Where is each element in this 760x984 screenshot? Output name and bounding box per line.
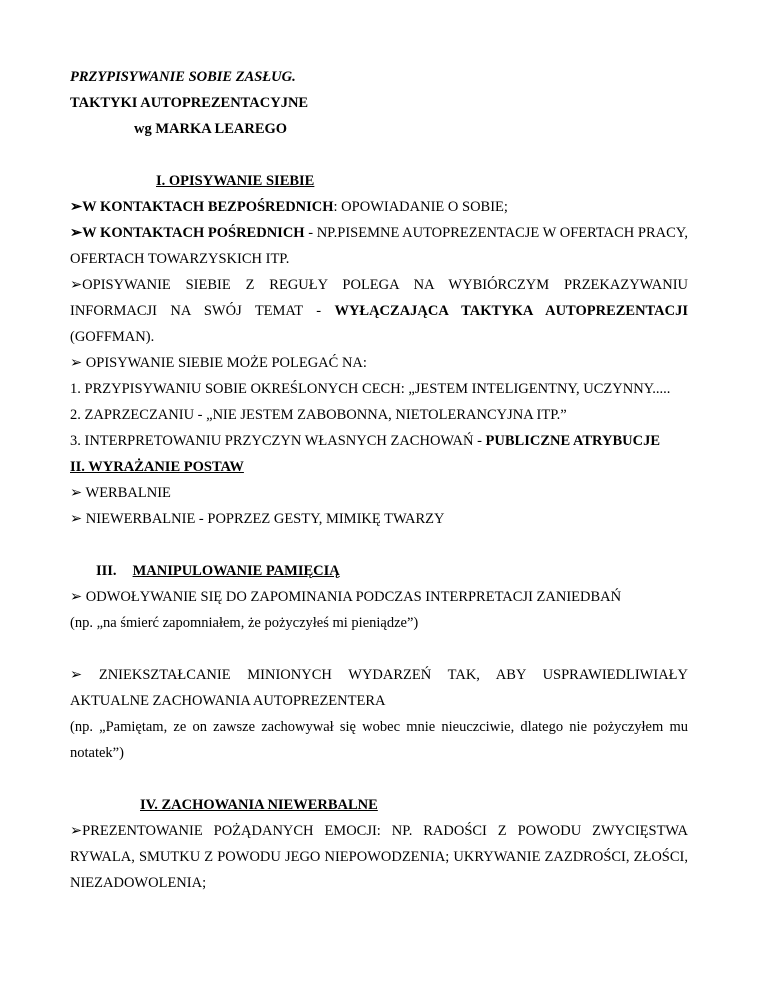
section2-item-nonverbal: ➢ NIEWERBALNIE - POPRZEZ GESTY, MIMIKĘ TWARZY	[70, 506, 688, 532]
section3-item-distortion: ➢ ZNIEKSZTAŁCANIE MINIONYCH WYDARZEŃ TAK, ABY USPRAWIEDLIWIAŁY AKTUALNE ZACHOWANIA AUTOPREZENTERA	[70, 662, 688, 714]
document-subtitle: TAKTYKI AUTOPREZENTACYJNE	[70, 95, 309, 111]
document-title: PRZYPISYWANIE SOBIE ZASŁUG.	[70, 69, 296, 85]
section1-item-indirect: ➢W KONTAKTACH POŚREDNICH - NP.PISEMNE AUTOPREZENTACJE W OFERTACH PRACY, OFERTACH TOWARZYSKICH ITP.	[70, 220, 688, 272]
arrow-bullet-icon: ➢	[70, 277, 83, 293]
section1-list-item-3: 3. INTERPRETOWANIU PRZYCZYN WŁASNYCH ZACHOWAŃ - PUBLICZNE ATRYBUCJE	[70, 433, 660, 449]
section3-example-2: (np. „Pamiętam, ze on zawsze zachowywał się wobec mnie nieuczciwie, dlatego nie pożyczyłem mu notatek”)	[70, 719, 688, 761]
section1-list-item-1: 1. PRZYPISYWANIU SOBIE OKREŚLONYCH CECH: „JESTEM INTELIGENTNY, UCZYNNY.....	[70, 381, 671, 397]
author-line: wg MARKA LEAREGO	[134, 121, 288, 137]
section4-heading: IV. ZACHOWANIA NIEWERBALNE	[140, 797, 378, 813]
arrow-bullet-icon: ➢	[70, 199, 83, 215]
section3-heading: MANIPULOWANIE PAMIĘCIĄ	[132, 563, 340, 579]
section2-heading: II. WYRAŻANIE POSTAW	[70, 459, 244, 475]
arrow-bullet-icon: ➢	[70, 355, 83, 371]
section3-item-forgetting: ➢ ODWOŁYWANIE SIĘ DO ZAPOMINANIA PODCZAS INTERPRETACJI ZANIEDBAŃ	[70, 584, 688, 610]
section3-example-1: (np. „na śmierć zapomniałem, że pożyczyłeś mi pieniądze”)	[70, 615, 419, 631]
section1-item-selective: ➢OPISYWANIE SIEBIE Z REGUŁY POLEGA NA WYBIÓRCZYM PRZEKAZYWANIU INFORMACJI NA SWÓJ TEMAT - WYŁĄCZAJĄCA TAKTYKA AUTOPREZENTACJI (GOFFMAN).	[70, 272, 688, 350]
section1-item-forms: ➢ OPISYWANIE SIEBIE MOŻE POLEGAĆ NA:	[70, 350, 688, 376]
arrow-bullet-icon: ➢	[70, 225, 83, 241]
section1-heading: I. OPISYWANIE SIEBIE	[156, 173, 315, 189]
section4-item-emotions: ➢PREZENTOWANIE POŻĄDANYCH EMOCJI: NP. RADOŚCI Z POWODU ZWYCIĘSTWA RYWALA, SMUTKU Z POWODU JEGO NIEPOWODZENIA; UKRYWANIE ZAZDROŚCI, ZŁOŚCI, NIEZADOWOLENIA;	[70, 818, 688, 896]
section1-item-direct: ➢W KONTAKTACH BEZPOŚREDNICH: OPOWIADANIE O SOBIE;	[70, 194, 688, 220]
section2-item-verbal: ➢ WERBALNIE	[70, 480, 688, 506]
arrow-bullet-icon: ➢	[70, 589, 83, 605]
document-page	[70, 64, 688, 896]
section1-list-item-2: 2. ZAPRZECZANIU - „NIE JESTEM ZABOBONNA, NIETOLERANCYJNA ITP.”	[70, 407, 567, 423]
arrow-bullet-icon: ➢	[70, 511, 83, 527]
arrow-bullet-icon: ➢	[70, 485, 83, 501]
section3-numeral: III.	[96, 563, 117, 579]
section3-heading-line	[70, 558, 688, 584]
arrow-bullet-icon: ➢	[70, 667, 83, 683]
arrow-bullet-icon: ➢	[70, 823, 83, 839]
